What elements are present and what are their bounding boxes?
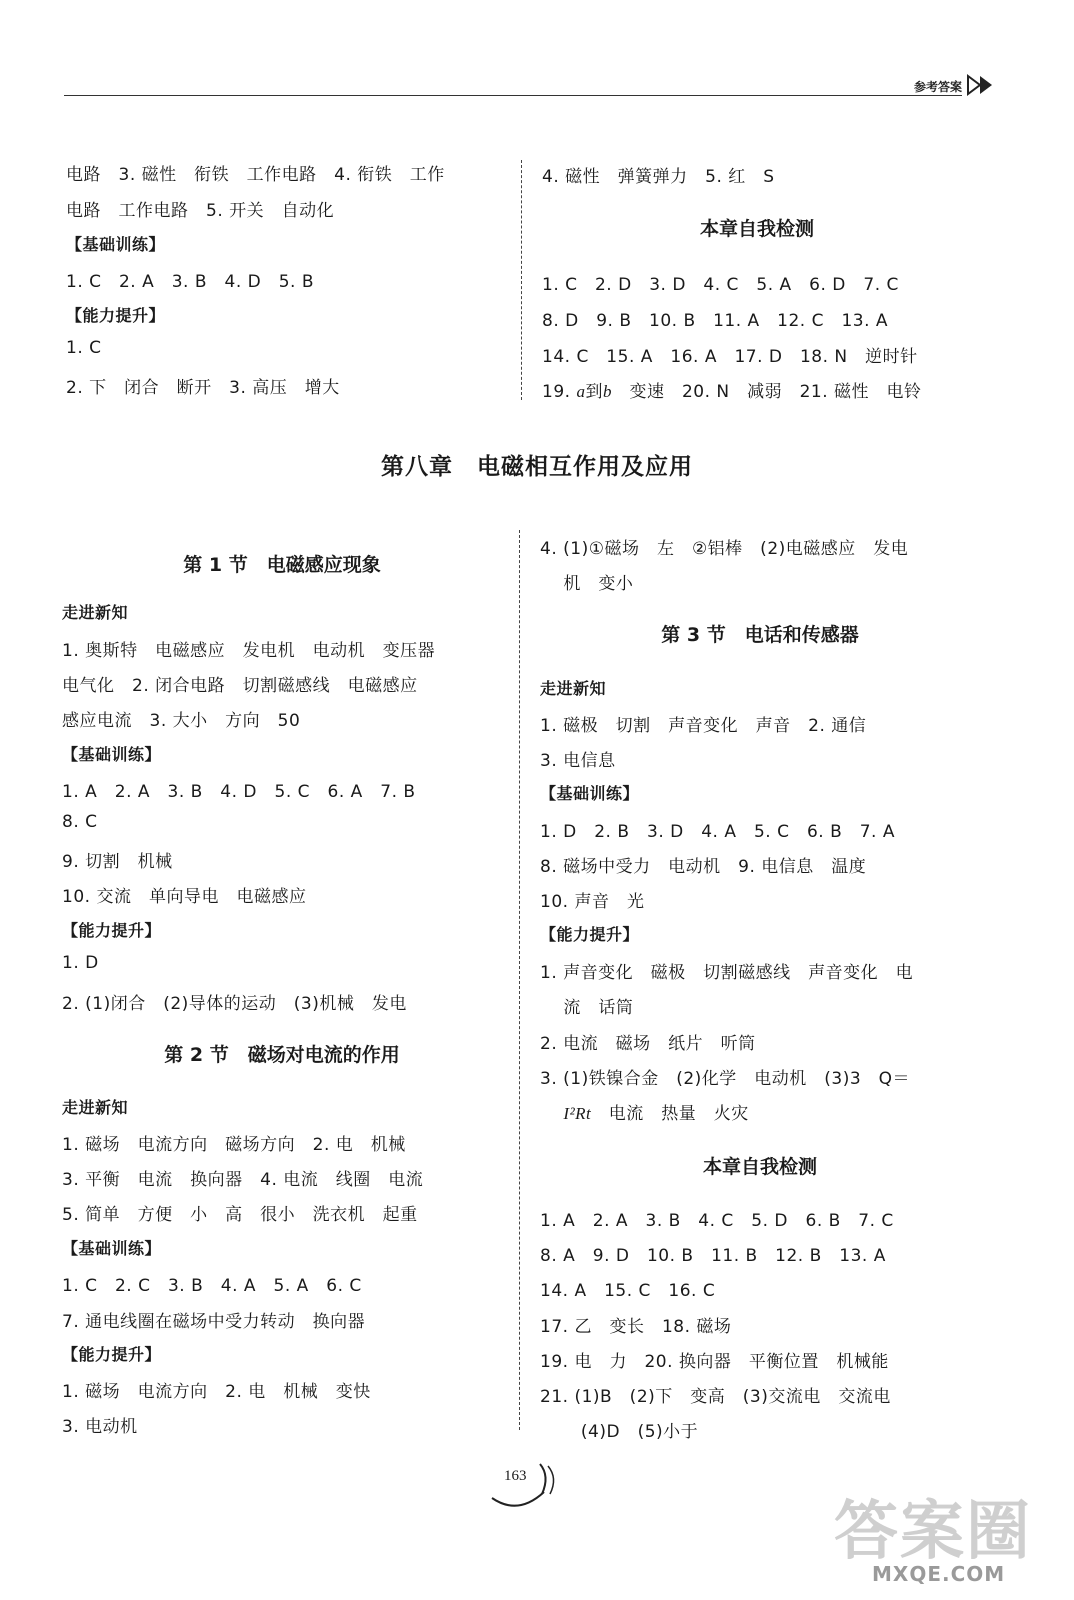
- section-title: 第 3 节 电话和传感器: [661, 624, 859, 646]
- double-arrow-icon: [966, 74, 1000, 96]
- variable-a: a: [576, 382, 586, 401]
- answer-line: 1. C: [66, 338, 102, 358]
- header-title: 参考答案: [913, 80, 962, 94]
- section-tag: 【基础训练】: [66, 235, 166, 254]
- answer-line: 19. 电 力 20. 换向器 平衡位置 机械能: [540, 1352, 889, 1372]
- section-title: 本章自我检测: [699, 218, 814, 240]
- answer-line: 1. 声音变化 磁极 切割磁感线 声音变化 电: [540, 963, 914, 983]
- section-tag: 【基础训练】: [62, 745, 162, 764]
- answer-line: 1. D: [62, 953, 99, 973]
- watermark-logo: 答案圈: [834, 1495, 1032, 1569]
- answer-line: 电路 工作电路 5. 开关 自动化: [66, 201, 335, 221]
- page-number-swoosh-icon: [488, 1454, 578, 1514]
- section-tag: 走进新知: [62, 603, 129, 622]
- answer-fragment: 变速 20. N 减弱 21. 磁性 电铃: [611, 382, 922, 402]
- answer-line: 1. 磁极 切割 声音变化 声音 2. 通信: [540, 716, 867, 736]
- answer-fragment: 19.: [542, 382, 577, 402]
- section-tag: 走进新知: [62, 1098, 129, 1117]
- answer-line: 感应电流 3. 大小 方向 50: [62, 711, 301, 731]
- answer-line: 10. 交流 单向导电 电磁感应: [62, 887, 307, 907]
- answer-line: 3. 平衡 电流 换向器 4. 电流 线圈 电流: [62, 1170, 424, 1190]
- section-tag: 【能力提升】: [62, 1345, 162, 1364]
- section-title: 第 2 节 磁场对电流的作用: [164, 1044, 400, 1066]
- answer-line: 1. C 2. A 3. B 4. D 5. B: [66, 272, 315, 292]
- answer-line: 1. 奥斯特 电磁感应 发电机 电动机 变压器: [62, 641, 436, 661]
- answer-line: 流 话筒: [540, 998, 634, 1018]
- answer-line: [542, 377, 922, 402]
- right-column: [540, 534, 990, 1444]
- section-tag: 走进新知: [540, 679, 607, 698]
- chapter-title: 第八章 电磁相互作用及应用: [381, 454, 693, 480]
- answer-line: 7. 通电线圈在磁场中受力转动 换向器: [62, 1312, 366, 1332]
- answer-line: [540, 1099, 749, 1124]
- page-header: [64, 68, 1014, 108]
- answer-line: 2. (1)闭合 (2)导体的运动 (3)机械 发电: [62, 994, 407, 1014]
- section-tag: 【基础训练】: [62, 1239, 162, 1258]
- answer-line: 3. (1)铁镍合金 (2)化学 电动机 (3)3 Q＝: [540, 1069, 911, 1089]
- page-footer: [488, 1454, 578, 1514]
- answer-line: 1. A 2. A 3. B 4. D 5. C 6. A 7. B: [62, 782, 416, 802]
- answer-line: 1. C 2. C 3. B 4. A 5. A 6. C: [62, 1276, 362, 1296]
- answer-line: 电路 3. 磁性 衔铁 工作电路 4. 衔铁 工作: [66, 165, 445, 185]
- answer-line: 2. 电流 磁场 纸片 听筒: [540, 1034, 756, 1054]
- watermark-url: MXQE.COM: [872, 1562, 1006, 1586]
- variable-b: b: [602, 382, 612, 401]
- answer-line: 2. 下 闭合 断开 3. 高压 增大: [66, 378, 340, 398]
- answer-line: 机 变小: [540, 574, 634, 594]
- answer-line: 电气化 2. 闭合电路 切割磁感线 电磁感应: [62, 676, 418, 696]
- answer-line: 14. C 15. A 16. A 17. D 18. N 逆时针: [542, 347, 918, 367]
- answer-line: 10. 声音 光: [540, 892, 645, 912]
- answer-line: 1. D 2. B 3. D 4. A 5. C 6. B 7. A: [540, 822, 895, 842]
- section-tag: 【基础训练】: [540, 784, 640, 803]
- answer-line: 3. 电动机: [62, 1417, 138, 1437]
- answer-fragment: 电流 热量 火灾: [591, 1104, 749, 1124]
- column-divider: [519, 530, 520, 1430]
- section-title: 本章自我检测: [702, 1156, 817, 1178]
- answer-line: (4)D (5)小于: [540, 1422, 699, 1442]
- column-divider: [521, 160, 522, 400]
- section-title: 第 1 节 电磁感应现象: [183, 554, 381, 576]
- section-tag: 【能力提升】: [66, 306, 166, 325]
- answer-fragment: 到: [585, 382, 603, 402]
- header-rule: [64, 95, 962, 96]
- answer-fragment: [540, 1104, 563, 1124]
- answer-line: 1. 磁场 电流方向 2. 电 机械 变快: [62, 1382, 371, 1402]
- answer-line: 5. 简单 方便 小 高 很小 洗衣机 起重: [62, 1205, 418, 1225]
- formula: I²Rt: [563, 1104, 592, 1123]
- answer-line: 21. (1)B (2)下 变高 (3)交流电 交流电: [540, 1387, 891, 1407]
- answer-line: 1. A 2. A 3. B 4. C 5. D 6. B 7. C: [540, 1211, 894, 1231]
- top-left-column: [66, 160, 506, 400]
- section-tag: 【能力提升】: [62, 921, 162, 940]
- answer-line: 1. C 2. D 3. D 4. C 5. A 6. D 7. C: [542, 275, 899, 295]
- answer-line: 8. C: [62, 812, 98, 832]
- answer-line: 4. (1)①磁场 左 ②铝棒 (2)电磁感应 发电: [540, 539, 909, 559]
- answer-line: 14. A 15. C 16. C: [540, 1281, 716, 1301]
- answer-line: 8. A 9. D 10. B 11. B 12. B 13. A: [540, 1246, 886, 1266]
- answer-line: 4. 磁性 弹簧弹力 5. 红 S: [542, 167, 775, 187]
- answer-line: 8. 磁场中受力 电动机 9. 电信息 温度: [540, 857, 867, 877]
- page-number: 163: [504, 1468, 527, 1484]
- answer-line: 3. 电信息: [540, 751, 616, 771]
- section-tag: 【能力提升】: [540, 925, 640, 944]
- answer-line: 8. D 9. B 10. B 11. A 12. C 13. A: [542, 311, 889, 331]
- watermark: [834, 1480, 1034, 1590]
- left-column: [62, 540, 512, 1440]
- answer-line: 1. 磁场 电流方向 磁场方向 2. 电 机械: [62, 1135, 406, 1155]
- answer-line: 17. 乙 变长 18. 磁场: [540, 1317, 732, 1337]
- answer-line: 9. 切割 机械: [62, 852, 173, 872]
- top-right-column: [542, 162, 982, 402]
